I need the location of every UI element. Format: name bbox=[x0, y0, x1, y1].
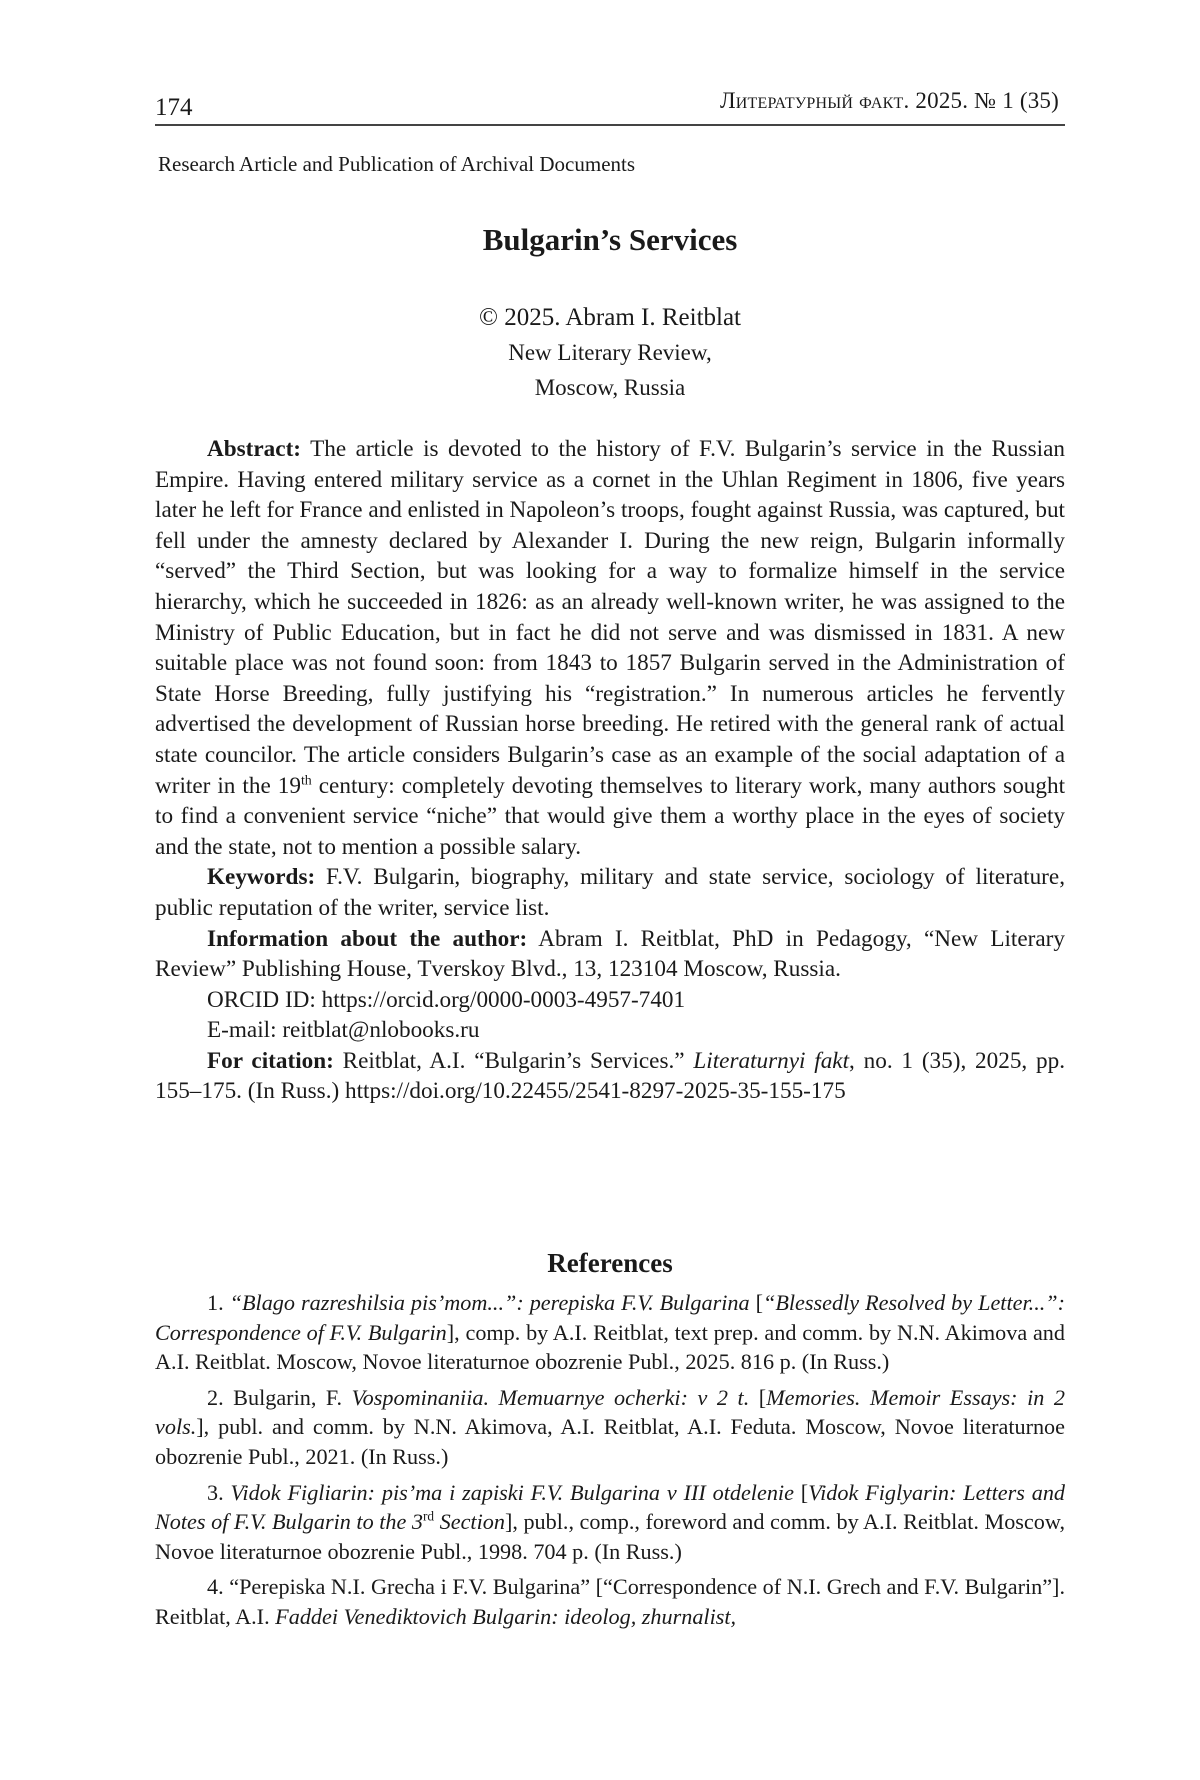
reference-item: 1. “Blago razreshilsia pis’mom...”: perepiska F.V. Bulgarina [“Blessedly Resolved by Letter...”: Correspondence of F.V. Bulgarin], comp. by A.I. Reitblat, text prep. and comm. by N.N. Akimova and A.I. Reitblat. Moscow, Novoe literaturnoe obozrenie Publ., 2025. 816 p. (In Russ.) bbox=[155, 1290, 1066, 1375]
author-block bbox=[155, 300, 1065, 405]
abstract-label: Abstract: bbox=[207, 436, 302, 462]
reference-item: 3. Vidok Figliarin: pis’ma i zapiski F.V. Bulgarina v III otdelenie [Vidok Figlyarin: Letters and Notes of F.V. Bulgarin to the 3rd Section], publ., comp., foreword and comm. by A.I. Reitblat. Moscow, Novoe literaturnoe obozrenie Publ., 1998. 704 p. (In Russ.) bbox=[155, 1479, 1066, 1564]
references-list bbox=[155, 1288, 1065, 1638]
reference-item: 2. Bulgarin, F. Vospominaniia. Memuarnye ocherki: v 2 t. [Memories. Memoir Essays: in 2 vols.], publ. and comm. by N.N. Akimova, A.I. Reitblat, A.I. Feduta. Moscow, Novoe literaturnoe obozrenie Publ., 2021. (In Russ.) bbox=[155, 1384, 1066, 1469]
email-line[interactable]: E-mail: reitblat@nlobooks.ru bbox=[207, 1017, 480, 1044]
reference-item: 4. “Perepiska N.I. Grecha i F.V. Bulgarina” [“Correspondence of N.I. Grech and F.V. Bulgarin”]. Reitblat, A.I. Faddei Venediktovich Bulgarin: ideolog, zhurnalist, bbox=[155, 1574, 1065, 1629]
author-info-paragraph: Information about the author: Abram I. Reitblat, PhD in Pedagogy, “New Literary Review” Publishing House, Tverskoy Blvd., 13, 123104 Moscow, Russia. bbox=[155, 925, 1065, 983]
author-info-label: Information about the author: bbox=[207, 925, 528, 952]
author-location: Moscow, Russia bbox=[534, 375, 686, 400]
page-number: 174 bbox=[155, 94, 193, 121]
author-affiliation: New Literary Review, bbox=[508, 340, 712, 365]
citation-label: For citation: bbox=[207, 1047, 334, 1074]
article-title: Bulgarin’s Services bbox=[482, 222, 738, 257]
article-rubric: Research Article and Publication of Archival Documents bbox=[158, 152, 636, 176]
doi-link[interactable]: , no. 1 (35), 2025, pp. 155–175. (In Russ.) https://doi.org/10.22455/2541-8297-2025-35-155-175 bbox=[155, 1047, 1065, 1105]
citation-paragraph: For citation: Reitblat, A.I. “Bulgarin’s Services.” Literaturnyi fakt, no. 1 (35), 2025, pp. 155–175. (In Russ.) https://doi.org/10.22455/2541-8297-2025-35-155-175 bbox=[155, 1047, 1065, 1105]
running-header bbox=[155, 84, 1065, 126]
references-heading: References bbox=[547, 1248, 673, 1278]
article-front-matter bbox=[155, 434, 1065, 1107]
abstract-paragraph: Abstract: The article is devoted to the history of F.V. Bulgarin’s service in the Russian Empire. Having entered military service as a cornet in the Uhlan Regiment in 1806, five years later he left for France and enlisted in Napoleon’s troops, fought against Russia, was captured, but fell under the amnesty declared by Alexander I. During the new reign, Bulgarin informally “served” the Third Section, but was looking for a way to formalize himself in the service hierarchy, which he succeeded in 1826: as an already well-known writer, he was assigned to the Ministry of Public Education, but in fact he did not serve and was dismissed in 1831. A new suitable place was not found soon: from 1843 to 1857 Bulgarin served in the Administration of State Horse Breeding, fully justifying his “registration.” In numerous articles he fervently advertised the development of Russian horse breeding. He retired with the general rank of actual state councilor. The article considers Bulgarin’s case as an example of the social adaptation of a writer in the 19th century: completely devoting themselves to literary work, many authors sought to find a convenient service “niche” that would give them a worthy place in the eyes of society and the state, not to mention a possible salary. bbox=[155, 436, 1066, 860]
orcid-line[interactable]: ORCID ID: https://orcid.org/0000-0003-4957-7401 bbox=[207, 986, 686, 1013]
keywords-label: Keywords: bbox=[207, 864, 316, 891]
author-name: © 2025. Abram I. Reitblat bbox=[478, 304, 741, 331]
journal-running-title: Литературный факт. 2025. № 1 (35) bbox=[719, 88, 1059, 113]
keywords-paragraph: Keywords: F.V. Bulgarin, biography, military and state service, sociology of literature, public reputation of the writer, service list. bbox=[155, 864, 1065, 921]
